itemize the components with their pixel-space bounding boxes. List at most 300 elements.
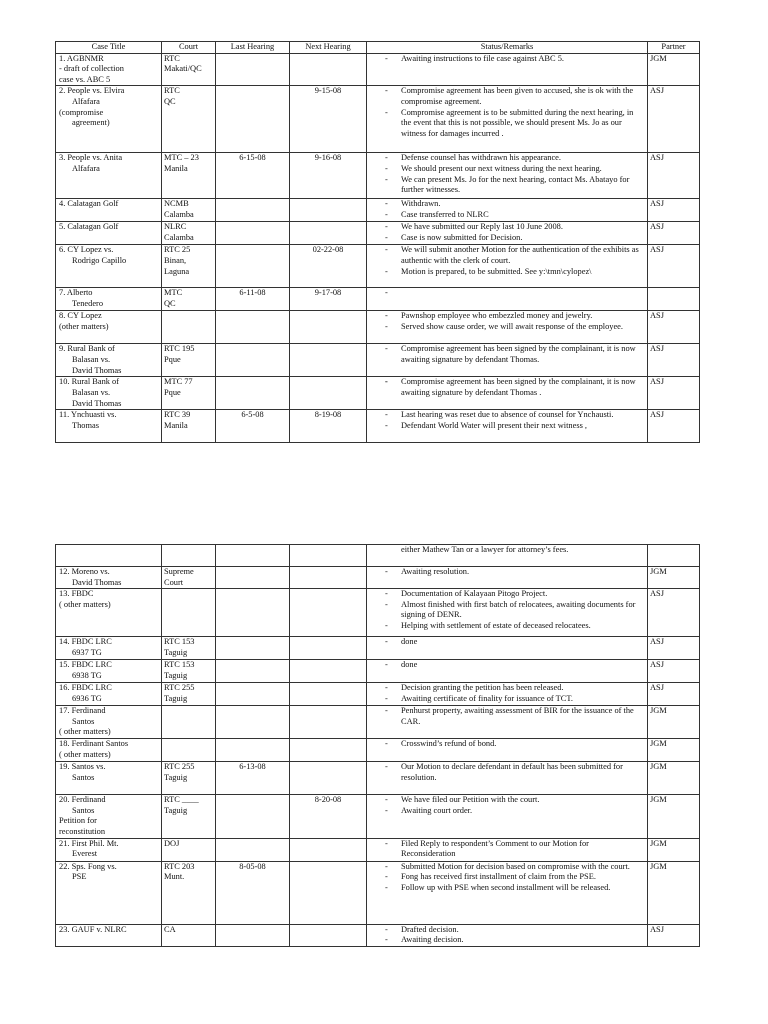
table-row	[56, 545, 700, 567]
last-hearing-cell	[216, 706, 290, 739]
last-hearing-cell	[216, 660, 290, 683]
remark-item: - Compromise agreement has been given to accused, she is ok with the compromise agreement.	[369, 86, 645, 107]
table-row	[56, 795, 700, 838]
next-hearing-cell	[290, 589, 367, 637]
case-title-line: PSE	[72, 872, 87, 882]
status-remarks-cell	[367, 637, 648, 660]
court-cell	[162, 53, 216, 86]
next-hearing-cell	[290, 739, 367, 762]
status-remarks-cell	[367, 222, 648, 245]
last-hearing-cell	[216, 637, 290, 660]
status-remarks-cell	[367, 86, 648, 153]
case-title-cell	[56, 838, 162, 861]
remark-item: - Crosswind’s refund of bond.	[369, 739, 645, 750]
remarks-list	[369, 153, 645, 195]
last-hearing-cell	[216, 567, 290, 589]
partner-cell: JGM	[648, 706, 700, 739]
case-title-line: 13. FBDC	[59, 589, 94, 599]
case-title-line: 20. Ferdinand	[59, 795, 106, 805]
next-hearing-cell	[290, 199, 367, 222]
remarks-list	[369, 925, 645, 946]
court-line: MTC 77	[164, 377, 193, 387]
court-cell	[162, 739, 216, 762]
next-hearing-cell	[290, 344, 367, 377]
remark-item: - Almost finished with first batch of relocatees, awaiting documents for signing of DENR.	[369, 600, 645, 621]
case-title-line: 23. GAUF v. NLRC	[59, 924, 127, 934]
case-title-line: Tenedero	[72, 298, 104, 308]
court-line: QC	[164, 96, 176, 106]
table-row	[56, 838, 700, 861]
remarks-list	[369, 344, 645, 365]
partner-cell: ASJ	[648, 344, 700, 377]
case-title-line: 1. AGBNMR	[59, 53, 104, 63]
status-remarks-cell	[367, 924, 648, 946]
court-line: Pque	[164, 354, 181, 364]
status-remarks-cell	[367, 660, 648, 683]
court-line: RTC 25	[164, 245, 191, 255]
court-line: CA	[164, 924, 176, 934]
case-title-line: 16. FBDC LRC	[59, 683, 112, 693]
table-row	[56, 153, 700, 199]
case-table-2	[55, 544, 700, 947]
case-title-line: 9. Rural Bank of	[59, 344, 115, 354]
case-title-line: Thomas	[72, 420, 99, 430]
court-cell	[162, 683, 216, 706]
case-title-cell	[56, 739, 162, 762]
table-row	[56, 86, 700, 153]
header-next-hearing: Next Hearing	[290, 42, 367, 54]
partner-cell: ASJ	[648, 153, 700, 199]
case-title-line: case vs. ABC 5	[59, 74, 111, 84]
next-hearing-cell	[290, 53, 367, 86]
partner-cell: ASJ	[648, 924, 700, 946]
case-title-cell	[56, 377, 162, 410]
case-title-line: ( other matters)	[59, 599, 111, 609]
remarks-list	[369, 54, 645, 65]
next-hearing-cell	[290, 924, 367, 946]
case-title-line: 7. Alberto	[59, 288, 93, 298]
remark-item: - Submitted Motion for decision based on compromise with the court.	[369, 862, 645, 873]
case-title-line: ( other matters)	[59, 749, 111, 759]
court-line: RTC 255	[164, 683, 195, 693]
case-title-cell	[56, 288, 162, 311]
court-line: RTC ____	[164, 795, 199, 805]
table-row	[56, 762, 700, 795]
case-title-line: 8. CY Lopez	[59, 311, 102, 321]
last-hearing-cell: 8-05-08	[216, 861, 290, 924]
case-title-line: 19. Santos vs.	[59, 762, 106, 772]
court-cell	[162, 199, 216, 222]
case-title-cell	[56, 795, 162, 838]
remark-continuation: either Mathew Tan or a lawyer for attorney’s fees.	[401, 545, 569, 554]
table-row	[56, 311, 700, 344]
partner-cell: ASJ	[648, 377, 700, 410]
remark-item: - Awaiting instructions to file case against ABC 5.	[369, 54, 645, 65]
court-cell	[162, 660, 216, 683]
remark-item: - Compromise agreement has been signed by the complainant, it is now awaiting signature by defendant Thomas.	[369, 344, 645, 365]
next-hearing-cell: 8-20-08	[290, 795, 367, 838]
partner-cell: JGM	[648, 53, 700, 86]
case-title-line: Balasan vs.	[72, 387, 111, 397]
court-line: RTC 203	[164, 861, 195, 871]
court-line: MTC	[164, 288, 183, 298]
court-cell	[162, 86, 216, 153]
next-hearing-cell: 9-17-08	[290, 288, 367, 311]
court-line: DOJ	[164, 838, 180, 848]
partner-cell: ASJ	[648, 86, 700, 153]
court-cell	[162, 924, 216, 946]
case-title-line: Petition for	[59, 816, 97, 826]
table-row	[56, 245, 700, 288]
case-title-cell	[56, 861, 162, 924]
case-title-line: 4. Calatagan Golf	[59, 199, 119, 209]
next-hearing-cell	[290, 861, 367, 924]
court-line: QC	[164, 298, 176, 308]
status-remarks-cell	[367, 795, 648, 838]
last-hearing-cell	[216, 838, 290, 861]
table-row	[56, 739, 700, 762]
case-title-line: Rodrigo Capillo	[72, 255, 127, 265]
status-remarks-cell	[367, 683, 648, 706]
case-title-line: 12. Moreno vs.	[59, 567, 110, 576]
court-line: NCMB	[164, 199, 189, 209]
case-title-cell	[56, 199, 162, 222]
remarks-list	[369, 245, 645, 277]
remark-item: - We have filed our Petition with the court.	[369, 795, 645, 806]
next-hearing-cell: 9-16-08	[290, 153, 367, 199]
case-title-cell	[56, 245, 162, 288]
court-line: Munt.	[164, 872, 185, 882]
next-hearing-cell	[290, 567, 367, 589]
case-title-cell	[56, 924, 162, 946]
case-title-line: 14. FBDC LRC	[59, 637, 112, 647]
court-line: Supreme	[164, 567, 194, 576]
status-remarks-cell	[367, 245, 648, 288]
case-title-cell	[56, 153, 162, 199]
remark-item: - done	[369, 660, 645, 671]
remark-item: - Compromise agreement has been signed by the complainant, it is now awaiting signature by defendant Thomas .	[369, 377, 645, 398]
court-line: RTC 255	[164, 762, 195, 772]
table-row	[56, 199, 700, 222]
case-title-cell	[56, 706, 162, 739]
case-title-line: - draft of collection	[59, 64, 124, 74]
court-cell	[162, 344, 216, 377]
case-title-cell	[56, 762, 162, 795]
partner-cell: ASJ	[648, 589, 700, 637]
remark-item: - done	[369, 637, 645, 648]
court-line: Manila	[164, 163, 188, 173]
table-row	[56, 683, 700, 706]
case-title-line: 6937 TG	[72, 647, 102, 657]
last-hearing-cell	[216, 344, 290, 377]
partner-cell: JGM	[648, 567, 700, 589]
partner-cell: ASJ	[648, 222, 700, 245]
table-row	[56, 861, 700, 924]
court-line: Pque	[164, 387, 181, 397]
remark-item: - Motion is prepared, to be submitted. See y:\tmn\cylopez\	[369, 267, 645, 278]
case-title-cell	[56, 344, 162, 377]
status-remarks-cell	[367, 199, 648, 222]
status-remarks-cell	[367, 288, 648, 311]
remark-item: - Withdrawn.	[369, 199, 645, 210]
remarks-list	[369, 762, 645, 783]
court-line: RTC 195	[164, 344, 195, 354]
case-title-cell	[56, 545, 162, 567]
case-title-cell	[56, 311, 162, 344]
partner-cell: ASJ	[648, 683, 700, 706]
remarks-list	[369, 795, 645, 816]
next-hearing-cell	[290, 660, 367, 683]
court-line: Calamba	[164, 232, 194, 242]
status-remarks-cell	[367, 545, 648, 567]
status-remarks-cell	[367, 377, 648, 410]
court-line: Taguig	[164, 647, 188, 657]
status-remarks-cell	[367, 344, 648, 377]
case-title-cell	[56, 589, 162, 637]
court-cell	[162, 762, 216, 795]
court-line: Laguna	[164, 266, 190, 276]
court-cell	[162, 589, 216, 637]
next-hearing-cell	[290, 706, 367, 739]
partner-cell: ASJ	[648, 637, 700, 660]
remark-item: - Served show cause order, we will await response of the employee.	[369, 322, 645, 333]
partner-cell: ASJ	[648, 199, 700, 222]
case-title-cell	[56, 86, 162, 153]
next-hearing-cell	[290, 683, 367, 706]
case-title-cell	[56, 637, 162, 660]
remark-item: - Penhurst property, awaiting assessment of BIR for the issuance of the CAR.	[369, 706, 645, 727]
case-title-line: 17. Ferdinand	[59, 706, 106, 716]
court-line: Makati/QC	[164, 64, 202, 74]
status-remarks-cell	[367, 739, 648, 762]
partner-cell: ASJ	[648, 245, 700, 288]
court-cell	[162, 545, 216, 567]
case-title-line: 10. Rural Bank of	[59, 377, 120, 387]
case-title-cell	[56, 222, 162, 245]
next-hearing-cell	[290, 762, 367, 795]
court-line: Calamba	[164, 209, 194, 219]
court-line: RTC 153	[164, 637, 195, 647]
remark-item: - Last hearing was reset due to absence of counsel for Ynchausti.	[369, 410, 645, 421]
court-line: Taguig	[164, 670, 188, 680]
remark-item: - Awaiting court order.	[369, 806, 645, 817]
remark-item: - Follow up with PSE when second installment will be released.	[369, 883, 645, 894]
case-title-line: 6. CY Lopez vs.	[59, 245, 114, 255]
last-hearing-cell	[216, 86, 290, 153]
status-remarks-cell	[367, 311, 648, 344]
remark-item: - Filed Reply to respondent’s Comment to our Motion for Reconsideration	[369, 839, 645, 860]
remark-item: - Awaiting resolution.	[369, 567, 645, 578]
table-row	[56, 288, 700, 311]
table-row	[56, 410, 700, 443]
case-title-line: agreement)	[72, 118, 110, 128]
remark-item: - Our Motion to declare defendant in default has been submitted for resolution.	[369, 762, 645, 783]
status-remarks-cell	[367, 567, 648, 589]
court-line: RTC	[164, 53, 180, 63]
status-remarks-cell	[367, 762, 648, 795]
court-line: Taguig	[164, 772, 188, 782]
header-partner: Partner	[648, 42, 700, 54]
next-hearing-cell	[290, 311, 367, 344]
case-title-line: David Thomas	[72, 365, 122, 375]
remark-item: - Fong has received first installment of claim from the PSE.	[369, 872, 645, 883]
remark-item: - Pawnshop employee who embezzled money and jewelry.	[369, 311, 645, 322]
case-title-cell	[56, 660, 162, 683]
court-cell	[162, 311, 216, 344]
remark-item: - We have submitted our Reply last 10 June 2008.	[369, 222, 645, 233]
partner-cell: JGM	[648, 762, 700, 795]
case-title-line: David Thomas	[72, 577, 122, 587]
next-hearing-cell	[290, 637, 367, 660]
partner-cell	[648, 545, 700, 567]
court-line: RTC 39	[164, 410, 191, 420]
court-cell	[162, 795, 216, 838]
last-hearing-cell: 6-15-08	[216, 153, 290, 199]
court-line: MTC – 23	[164, 153, 199, 163]
court-line: Court	[164, 577, 184, 587]
remark-item: - Compromise agreement is to be submitted during the next hearing, in the event that this is not possible, we should present Ms. Jo as our witness for damages incurred .	[369, 108, 645, 140]
court-line: Taguig	[164, 693, 188, 703]
status-remarks-cell	[367, 838, 648, 861]
table-row	[56, 706, 700, 739]
case-title-line: 21. First Phil. Mt.	[59, 838, 119, 848]
remarks-list	[369, 660, 645, 671]
partner-cell: JGM	[648, 795, 700, 838]
table-row	[56, 637, 700, 660]
remark-item: - Helping with settlement of estate of deceased relocatees.	[369, 621, 645, 632]
partner-cell: JGM	[648, 739, 700, 762]
remarks-list	[369, 637, 645, 648]
case-title-line: (compromise	[59, 107, 104, 117]
case-title-cell	[56, 683, 162, 706]
remarks-list	[369, 683, 645, 704]
last-hearing-cell	[216, 245, 290, 288]
next-hearing-cell	[290, 222, 367, 245]
case-title-line: 15. FBDC LRC	[59, 660, 112, 670]
remarks-list	[369, 589, 645, 631]
last-hearing-cell	[216, 311, 290, 344]
remarks-list	[369, 739, 645, 750]
case-title-line: Balasan vs.	[72, 354, 111, 364]
remark-item: - Decision granting the petition has been released.	[369, 683, 645, 694]
case-title-line: David Thomas	[72, 398, 122, 408]
court-cell	[162, 377, 216, 410]
case-title-line: 18. Ferdinant Santos	[59, 739, 129, 749]
next-hearing-cell: 8-19-08	[290, 410, 367, 443]
last-hearing-cell: 6-11-08	[216, 288, 290, 311]
status-remarks-cell	[367, 410, 648, 443]
case-title-line: 2. People vs. Elvira	[59, 86, 125, 96]
case-title-line: Everest	[72, 849, 98, 859]
court-line: Taguig	[164, 805, 188, 815]
case-title-line: Santos	[72, 716, 95, 726]
table-row	[56, 589, 700, 637]
case-table-1	[55, 41, 700, 443]
court-line: RTC	[164, 86, 180, 96]
court-cell	[162, 637, 216, 660]
case-title-line: reconstitution	[59, 826, 106, 836]
court-line: Binan,	[164, 255, 187, 265]
remarks-list	[369, 862, 645, 894]
case-title-line: 22. Sps. Fong vs.	[59, 861, 117, 871]
header-last-hearing: Last Hearing	[216, 42, 290, 54]
remarks-list	[369, 377, 645, 398]
last-hearing-cell	[216, 589, 290, 637]
case-title-line: Alfafara	[72, 163, 100, 173]
last-hearing-cell	[216, 545, 290, 567]
case-title-line: Alfafara	[72, 96, 100, 106]
case-title-line: 5. Calatagan Golf	[59, 222, 119, 232]
remark-item: - Awaiting certificate of finality for issuance of TCT.	[369, 694, 645, 705]
case-title-line: (other matters)	[59, 321, 109, 331]
remarks-list	[369, 86, 645, 139]
court-cell	[162, 838, 216, 861]
court-cell	[162, 861, 216, 924]
remark-item: - Defendant World Water will present their next witness ,	[369, 421, 645, 432]
court-cell	[162, 288, 216, 311]
status-remarks-cell	[367, 589, 648, 637]
next-hearing-cell	[290, 838, 367, 861]
table-row	[56, 567, 700, 589]
case-title-line: 6936 TG	[72, 693, 102, 703]
header-row	[56, 42, 700, 54]
partner-cell: JGM	[648, 838, 700, 861]
table-row	[56, 222, 700, 245]
court-cell	[162, 222, 216, 245]
remark-item: - Documentation of Kalayaan Pitogo Project.	[369, 589, 645, 600]
next-hearing-cell	[290, 545, 367, 567]
remarks-list	[369, 839, 645, 860]
remark-item: - Awaiting decision.	[369, 935, 645, 946]
table-row	[56, 660, 700, 683]
last-hearing-cell	[216, 222, 290, 245]
remarks-list	[369, 222, 645, 243]
court-cell	[162, 153, 216, 199]
remarks-list	[369, 706, 645, 727]
court-cell	[162, 410, 216, 443]
header-status: Status/Remarks	[367, 42, 648, 54]
case-title-line: Santos	[72, 772, 95, 782]
table-row	[56, 924, 700, 946]
last-hearing-cell	[216, 683, 290, 706]
last-hearing-cell	[216, 739, 290, 762]
status-remarks-cell	[367, 706, 648, 739]
case-title-line: 6938 TG	[72, 670, 102, 680]
table-row	[56, 53, 700, 86]
next-hearing-cell	[290, 377, 367, 410]
last-hearing-cell	[216, 53, 290, 86]
last-hearing-cell	[216, 377, 290, 410]
remark-item: - Case is now submitted for Decision.	[369, 233, 645, 244]
case-title-cell	[56, 53, 162, 86]
status-remarks-cell	[367, 861, 648, 924]
court-cell	[162, 567, 216, 589]
status-remarks-cell	[367, 153, 648, 199]
last-hearing-cell: 6-13-08	[216, 762, 290, 795]
remark-item: - Case transferred to NLRC	[369, 210, 645, 221]
remark-item: - Defense counsel has withdrawn his appearance.	[369, 153, 645, 164]
last-hearing-cell	[216, 795, 290, 838]
case-title-line: 11. Ynchuasti vs.	[59, 410, 117, 420]
partner-cell: ASJ	[648, 311, 700, 344]
table-row	[56, 377, 700, 410]
next-hearing-cell: 02-22-08	[290, 245, 367, 288]
table-row	[56, 344, 700, 377]
case-title-line: Santos	[72, 805, 95, 815]
remarks-list	[369, 567, 645, 578]
partner-cell	[648, 288, 700, 311]
status-remarks-cell	[367, 53, 648, 86]
